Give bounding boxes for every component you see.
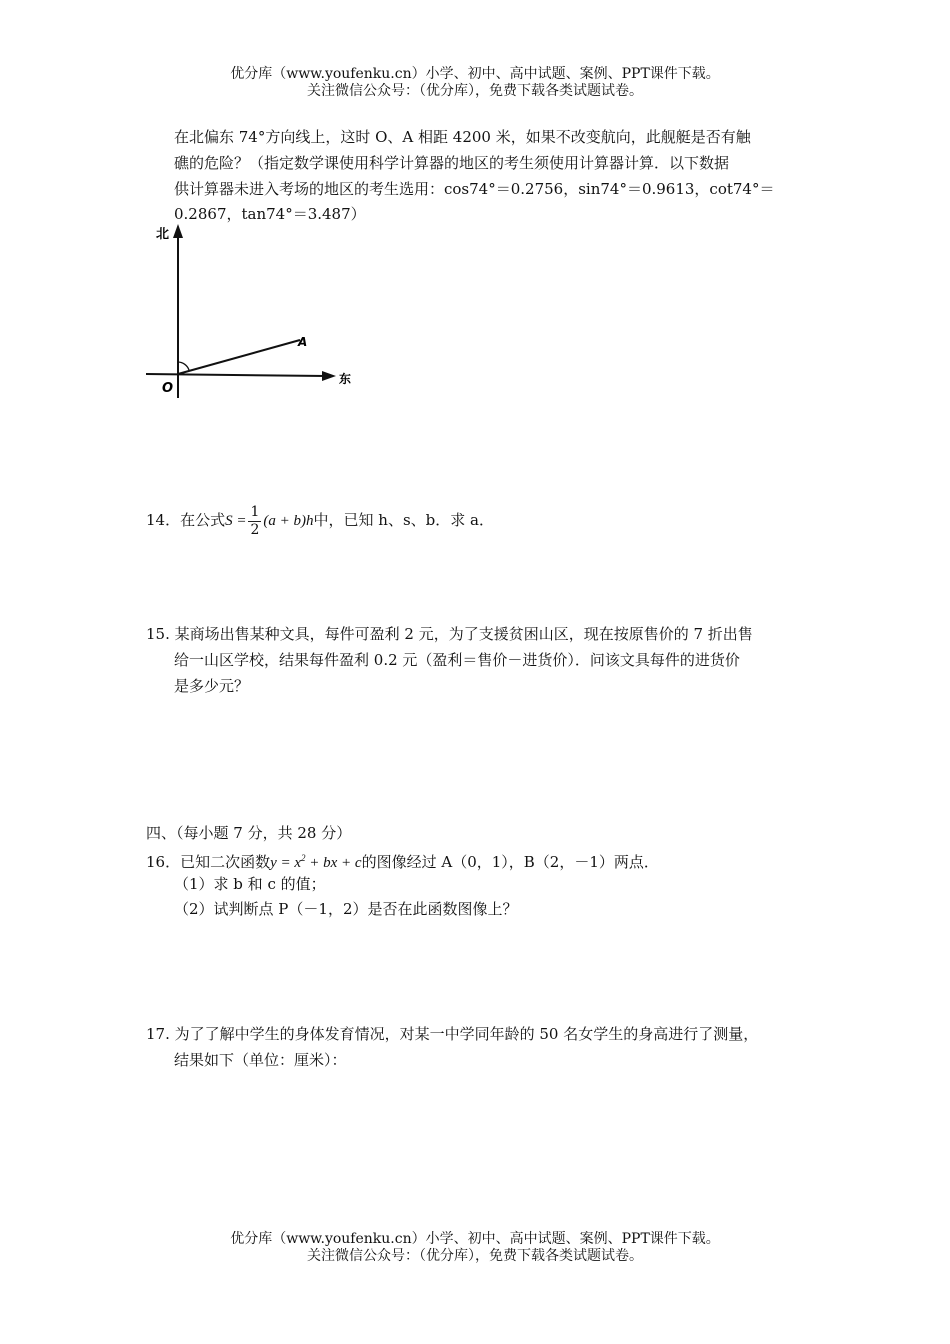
q16-part-2: （2）试判断点 P（－1，2）是否在此函数图像上？ xyxy=(174,900,518,918)
q14-fraction xyxy=(248,504,261,539)
q15-line-2: 给一山区学校，结果每件盈利 0.2 元（盈利＝售价－进货价）．问该文具每件的进货价 xyxy=(174,651,740,669)
q16-formula-a: y = x xyxy=(270,855,302,871)
q14-prefix: 14．在公式 xyxy=(146,511,226,529)
q16-stem xyxy=(146,848,659,873)
ray-oa xyxy=(178,340,300,374)
q17-line-2: 结果如下（单位：厘米）： xyxy=(174,1051,347,1069)
q14-formula-rhs: (a + b)h xyxy=(263,513,314,529)
q13-line-1: 在北偏东 74°方向线上，这时 O、A 相距 4200 米，如果不改变航向，此舰艇是否有触 xyxy=(174,128,751,146)
q14-frac-numerator: 1 xyxy=(250,503,260,520)
q14-formula-lhs: S = xyxy=(225,513,247,529)
section-4-title: 四、（每小题 7 分，共 28 分） xyxy=(146,824,352,842)
q16-prefix: 16．已知二次函数 xyxy=(146,853,271,871)
east-label: 东 xyxy=(339,372,352,386)
east-axis xyxy=(146,374,326,376)
question-14 xyxy=(146,502,494,539)
q16-suffix: 的图像经过 A（0，1），B（2，－1）两点． xyxy=(361,853,659,871)
east-arrowhead xyxy=(322,371,336,381)
page-header xyxy=(0,66,950,100)
header-line-1: 优分库（www.youfenku.cn）小学、初中、高中试题、案例、PPT课件下载。 xyxy=(230,66,720,82)
footer-line-2: 关注微信公众号：（优分库），免费下载各类试题试卷。 xyxy=(307,1248,643,1264)
q16-formula-b: + bx + c xyxy=(305,855,362,871)
origin-label: O xyxy=(162,381,174,396)
direction-figure xyxy=(140,218,370,403)
q14-frac-denominator: 2 xyxy=(250,521,260,538)
q13-line-3: 供计算器未进入考场的地区的考生选用：cos74°＝0.2756，sin74°＝0.9613，cot74°＝ xyxy=(174,180,775,198)
north-label: 北 xyxy=(156,227,170,242)
q16-formula-exponent: 2 xyxy=(301,853,306,863)
q14-suffix: 中，已知 h、s、b．求 a． xyxy=(313,511,494,529)
footer-line-1: 优分库（www.youfenku.cn）小学、初中、高中试题、案例、PPT课件下载。 xyxy=(230,1231,720,1247)
q15-line-3: 是多少元？ xyxy=(174,677,250,695)
header-line-2: 关注微信公众号：（优分库），免费下载各类试题试卷。 xyxy=(307,83,643,99)
angle-arc xyxy=(178,362,189,370)
north-arrowhead xyxy=(173,224,183,238)
q13-line-4: 0.2867，tan74°＝3.487） xyxy=(174,205,366,223)
page-footer xyxy=(0,1231,950,1265)
q17-line-1: 17. 为了了解中学生的身体发育情况，对某一中学同年龄的 50 名女学生的身高进行了测量， xyxy=(146,1025,759,1043)
q16-part-1: （1）求 b 和 c 的值； xyxy=(174,875,326,893)
q15-line-1: 15. 某商场出售某种文具，每件可盈利 2 元，为了支援贫困山区，现在按原售价的 7 折出售 xyxy=(146,625,753,643)
point-a-label: A xyxy=(298,335,308,349)
q13-line-2: 礁的危险？（指定数学课使用科学计算器的地区的考生须使用计算器计算．以下数据 xyxy=(174,154,730,172)
